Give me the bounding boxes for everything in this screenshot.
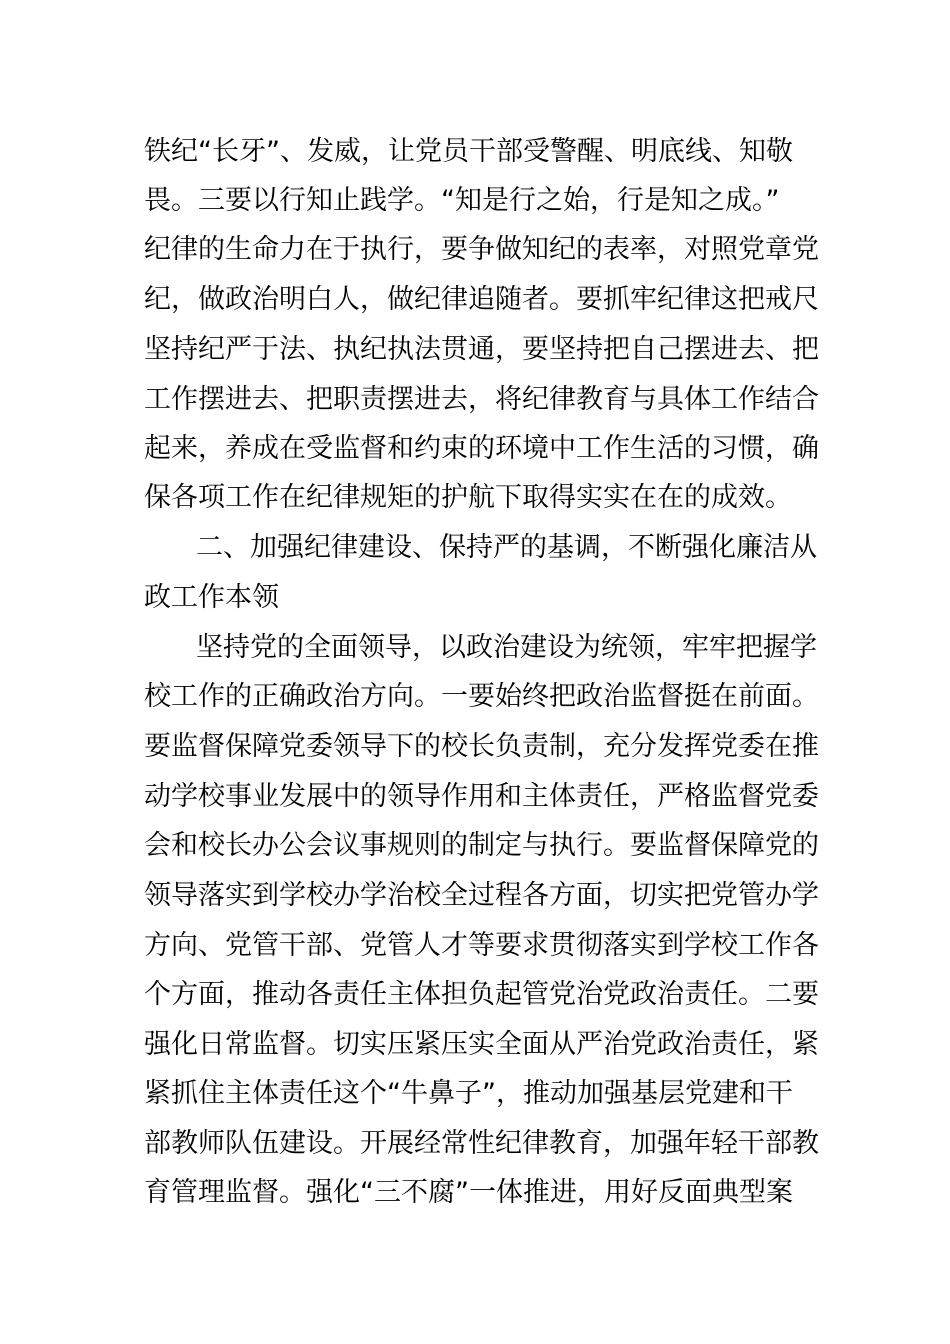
text-line: 要监督保障党委领导下的校长负责制，充分发挥党委在推 <box>144 731 819 762</box>
text-line: 校工作的正确政治方向。一要始终把政治监督挺在前面。 <box>144 681 819 712</box>
text-line: 保各项工作在纪律规矩的护航下取得实实在在的成效。 <box>144 482 792 513</box>
text-line: 动学校事业发展中的领导作用和主体责任，严格监督党委 <box>144 781 819 812</box>
text-line: 方向、党管干部、党管人才等要求贯彻落实到学校工作各 <box>144 930 819 961</box>
section-heading-line: 二、加强纪律建设、保持严的基调，不断强化廉洁从 <box>196 532 817 563</box>
text-line: 领导落实到学校办学治校全过程各方面，切实把党管办学 <box>144 880 819 911</box>
text-line: 紧抓住主体责任这个“牛鼻子”，推动加强基层党建和干 <box>144 1078 793 1109</box>
text-line: 铁纪“长牙”、发威，让党员干部受警醒、明底线、知敬 <box>144 136 793 167</box>
text-line: 起来，养成在受监督和约束的环境中工作生活的习惯，确 <box>144 433 819 464</box>
text-line: 个方面，推动各责任主体担负起管党治党政治责任。二要 <box>144 979 819 1010</box>
text-line: 工作摆进去、把职责摆进去，将纪律教育与具体工作结合 <box>144 384 819 415</box>
text-line: 纪，做政治明白人，做纪律追随者。要抓牢纪律这把戒尺 <box>144 284 819 315</box>
text-line: 强化日常监督。切实压紧压实全面从严治党政治责任，紧 <box>144 1029 819 1060</box>
text-line: 育管理监督。强化“三不腐”一体推进，用好反面典型案 <box>144 1177 793 1208</box>
text-line: 纪律的生命力在于执行，要争做知纪的表率，对照党章党 <box>144 234 819 265</box>
text-line: 坚持纪严于法、执纪执法贯通，要坚持把自己摆进去、把 <box>144 334 819 365</box>
section-heading-line: 政工作本领 <box>144 582 279 613</box>
text-line: 部教师队伍建设。开展经常性纪律教育，加强年轻干部教 <box>144 1128 819 1159</box>
text-line: 畏。三要以行知止践学。“知是行之始，行是知之成。” <box>144 185 780 216</box>
text-line: 会和校长办公会议事规则的制定与执行。要监督保障党的 <box>144 830 819 861</box>
text-line: 坚持党的全面领导，以政治建设为统领，牢牢把握学 <box>196 632 817 663</box>
